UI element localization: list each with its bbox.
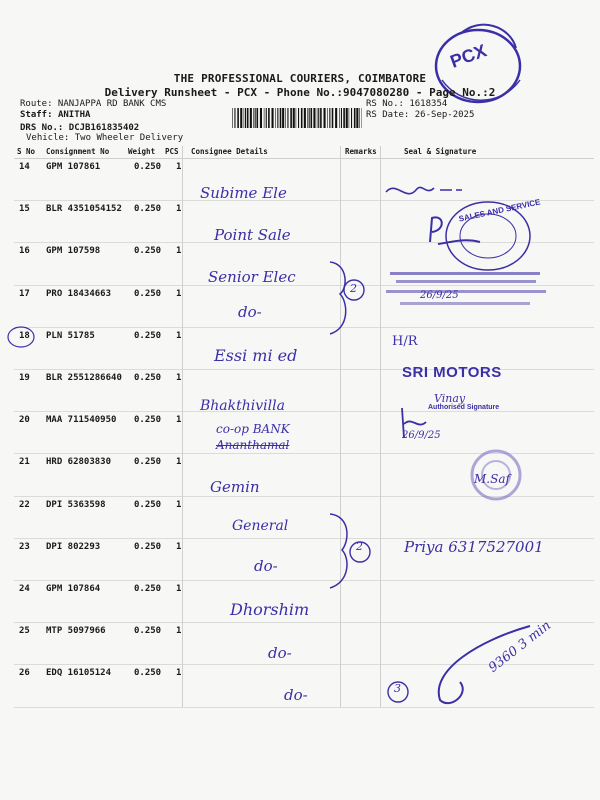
row-18-circle-mark bbox=[4, 323, 38, 351]
row-consignment-no: HRD 62803830 bbox=[46, 457, 112, 468]
column-divider bbox=[380, 146, 381, 707]
row-sno: 23 bbox=[19, 541, 30, 552]
row-consignment-no: EDQ 16105124 bbox=[46, 668, 112, 679]
row-pcs: 1 bbox=[176, 499, 182, 510]
row-divider bbox=[14, 327, 594, 328]
row-weight: 0.250 bbox=[134, 584, 162, 594]
row-weight: 0.250 bbox=[134, 330, 162, 341]
sri-motors-stamp: SRI MOTORS bbox=[402, 364, 502, 381]
col-consignment: Consignment No bbox=[46, 147, 110, 156]
route-text: Route: NANJAPPA RD BANK CMS bbox=[20, 99, 167, 109]
date-20: 26/9/25 bbox=[402, 430, 441, 441]
stamp-block-17 bbox=[380, 270, 550, 314]
row-pcs: 1 bbox=[176, 626, 182, 637]
col-sno: S No bbox=[17, 147, 36, 156]
signature-26: 9360 3 min bbox=[486, 618, 554, 676]
row-weight: 0.250 bbox=[134, 288, 162, 299]
company-title: THE PROFESSIONAL COURIERS, COIMBATORE bbox=[173, 72, 427, 85]
drs-label: DRS No.: bbox=[20, 123, 64, 133]
column-divider bbox=[340, 146, 341, 707]
vehicle-text: Vehicle: Two Wheeler Delivery bbox=[26, 133, 184, 143]
col-seal: Seal & Signature bbox=[404, 147, 477, 156]
row-divider bbox=[14, 580, 594, 581]
row-sno: 14 bbox=[19, 162, 30, 172]
row-weight: 0.250 bbox=[134, 626, 162, 637]
pcx-stamp-label: PCX bbox=[447, 40, 490, 72]
row-consignment-no: PLN 51785 bbox=[46, 330, 95, 341]
row-weight: 0.250 bbox=[134, 415, 162, 426]
circled-2b: 2 bbox=[356, 540, 363, 553]
row-pcs: 1 bbox=[176, 541, 182, 552]
hw-consignee-24: Dhorshim bbox=[230, 600, 310, 619]
row-sno: 17 bbox=[19, 288, 30, 299]
row-sno: 20 bbox=[19, 415, 30, 426]
signature-15 bbox=[424, 212, 484, 252]
row-weight: 0.250 bbox=[134, 668, 162, 679]
table-header bbox=[17, 147, 590, 157]
row-divider bbox=[14, 411, 594, 412]
bracket-16-17 bbox=[326, 258, 366, 338]
row-weight: 0.250 bbox=[134, 499, 162, 510]
staff-name: ANITHA bbox=[57, 110, 91, 120]
row-sno: 15 bbox=[19, 204, 30, 215]
staff-label: Staff: bbox=[20, 110, 53, 120]
row-divider bbox=[14, 369, 594, 370]
row-weight: 0.250 bbox=[134, 457, 162, 468]
row-consignment-no: PRO 18434663 bbox=[46, 288, 112, 299]
row-consignment-no: BLR 2551286640 bbox=[46, 373, 122, 383]
row-weight: 0.250 bbox=[134, 204, 162, 215]
hw-consignee-15: Point Sale bbox=[214, 226, 291, 244]
hw-consignee-20a: Bhakthivilla bbox=[200, 398, 285, 414]
row-sno: 21 bbox=[19, 457, 30, 468]
authorised-signature: Authorised Signature bbox=[428, 404, 500, 411]
sales-service-text: SALES AND SERVICE bbox=[457, 197, 542, 224]
row-pcs: 1 bbox=[176, 246, 182, 257]
row-divider bbox=[14, 158, 594, 159]
row-weight: 0.250 bbox=[134, 162, 162, 172]
runsheet-subtitle: Delivery Runsheet - PCX - Phone No.:9047080280 - Page No.:2 bbox=[104, 86, 496, 99]
col-remarks: Remarks bbox=[345, 147, 377, 156]
hw-consignee-25: do- bbox=[268, 644, 292, 662]
signature-26-stroke bbox=[420, 620, 540, 710]
row-sno: 25 bbox=[19, 626, 30, 637]
row-consignment-no: GPM 107598 bbox=[46, 246, 101, 257]
remarks-18: H/R bbox=[392, 334, 418, 349]
column-divider bbox=[182, 146, 183, 707]
row-weight: 0.250 bbox=[134, 541, 162, 552]
hw-consignee-16: Senior Elec bbox=[208, 268, 296, 286]
row-weight: 0.250 bbox=[134, 246, 162, 257]
row-sno: 22 bbox=[19, 499, 30, 510]
row-consignment-no: GPM 107861 bbox=[46, 162, 101, 172]
hw-consignee-18: Essi mi ed bbox=[214, 346, 298, 365]
row-pcs: 1 bbox=[176, 457, 182, 468]
row-sno: 16 bbox=[19, 246, 30, 257]
col-pcs: PCS bbox=[165, 147, 179, 156]
hw-consignee-20b: co-op BANK bbox=[216, 422, 290, 436]
barcode-image bbox=[232, 108, 362, 128]
circled-3: 3 bbox=[394, 682, 401, 695]
row-pcs: 1 bbox=[176, 584, 182, 594]
row-pcs: 1 bbox=[176, 330, 182, 341]
row-consignment-no: DPI 5363598 bbox=[46, 499, 106, 510]
col-consignee: Consignee Details bbox=[191, 147, 268, 156]
row-pcs: 1 bbox=[176, 668, 182, 679]
row-pcs: 1 bbox=[176, 204, 182, 215]
signature-23: Priya 6317527001 bbox=[404, 538, 544, 556]
row-sno: 24 bbox=[19, 584, 30, 594]
col-weight: Weight bbox=[128, 147, 156, 156]
drs-number: DCJB161835402 bbox=[68, 123, 140, 133]
rs-date: RS Date: 26-Sep-2025 bbox=[366, 110, 475, 120]
row-consignment-no: MAA 711540950 bbox=[46, 415, 117, 426]
row-sno: 26 bbox=[19, 668, 30, 679]
hw-consignee-22: General bbox=[232, 518, 289, 534]
row-consignment-no: DPI 802293 bbox=[46, 541, 101, 552]
row-consignment-no: MTP 5097966 bbox=[46, 626, 106, 637]
signature-19: Vinay bbox=[434, 392, 466, 405]
row-consignment-no: GPM 107864 bbox=[46, 584, 101, 594]
row-pcs: 1 bbox=[176, 162, 182, 172]
staff-line bbox=[20, 110, 90, 121]
row-sno: 18 bbox=[19, 330, 30, 341]
rs-number: RS No.: 1618354 bbox=[366, 99, 448, 109]
row-pcs: 1 bbox=[176, 415, 182, 426]
hw-consignee-20c: Ananthamal bbox=[216, 438, 290, 452]
hw-consignee-26: do- bbox=[284, 686, 308, 704]
hw-consignee-23: do- bbox=[254, 557, 278, 575]
circled-2a: 2 bbox=[350, 282, 357, 295]
hw-consignee-17: do- bbox=[238, 303, 262, 321]
hw-consignee-21: Gemin bbox=[210, 478, 260, 496]
row-sno: 19 bbox=[19, 373, 30, 383]
row-pcs: 1 bbox=[176, 373, 182, 383]
bracket-22-23 bbox=[326, 510, 376, 590]
date-17: 26/9/25 bbox=[420, 290, 459, 301]
signature-21: M.Saf bbox=[474, 472, 510, 486]
row-consignment-no: BLR 4351054152 bbox=[46, 204, 122, 215]
row-pcs: 1 bbox=[176, 288, 182, 299]
hw-consignee-14: Subime Ele bbox=[200, 184, 287, 202]
row-weight: 0.250 bbox=[134, 373, 162, 383]
